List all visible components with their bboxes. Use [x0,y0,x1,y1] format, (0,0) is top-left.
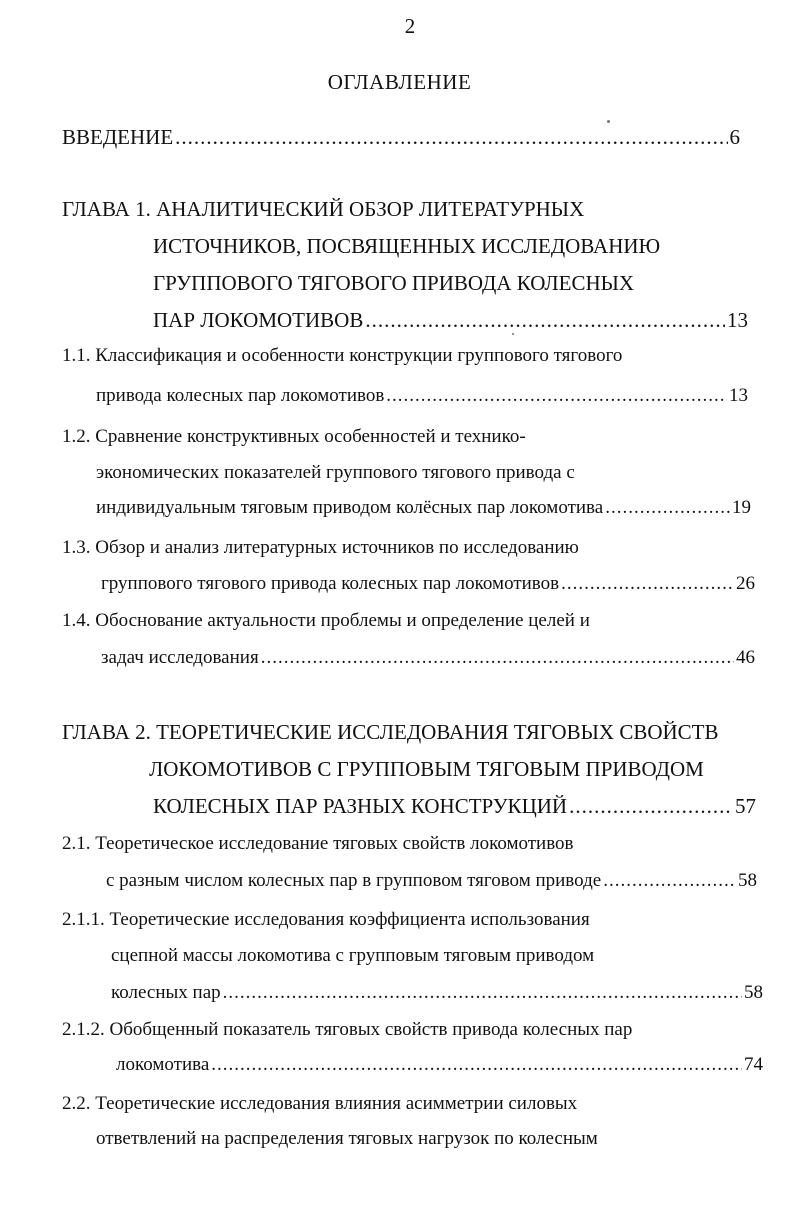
chapter1-heading-line2: ИСТОЧНИКОВ, ПОСВЯЩЕННЫХ ИССЛЕДОВАНИЮ [153,234,661,258]
section-2-1-1-line2: сцепной массы локомотива с групповым тяговым приводом [111,945,595,966]
toc-entry-chapter1[interactable] [153,308,748,333]
toc-entry-page: 13 [729,385,748,406]
dot-leader [386,385,727,407]
toc-entry-page: 13 [727,308,748,332]
section-2-2-line2: ответвлений на распределения тяговых нагрузок по колесным [96,1128,598,1149]
toc-entry-label: задач исследования [101,647,259,668]
toc-entry-label: ВВЕДЕНИЕ [62,125,174,149]
toc-title: ОГЛАВЛЕНИЕ [327,70,472,94]
toc-entry-label: ПАР ЛОКОМОТИВОВ [153,308,364,332]
toc-entry-2-1-2[interactable] [116,1054,763,1076]
section-2-1-1-line1: 2.1.1. Теоретические исследования коэффициента использования [62,909,590,930]
scan-speck [512,333,514,335]
dot-leader [175,125,727,150]
toc-entry-page: 26 [736,573,755,594]
dot-leader [561,573,734,595]
toc-entry-intro[interactable] [62,125,740,150]
chapter1-heading-line1: ГЛАВА 1. АНАЛИТИЧЕСКИЙ ОБЗОР ЛИТЕРАТУРНЫХ [62,197,585,221]
toc-entry-page: 46 [736,647,755,668]
toc-entry-label: КОЛЕСНЫХ ПАР РАЗНЫХ КОНСТРУКЦИЙ [153,794,568,818]
section-2-1-line1: 2.1. Теоретическое исследование тяговых свойств локомотивов [62,833,574,854]
section-1-2-line2: экономических показателей группового тягового привода с [96,462,575,483]
dot-leader [261,647,734,669]
toc-entry-label: индивидуальным тяговым приводом колёсных пар локомотива [96,497,604,518]
dot-leader [605,497,730,519]
chapter1-heading-line3: ГРУППОВОГО ТЯГОВОГО ПРИВОДА КОЛЕСНЫХ [153,271,635,295]
dot-leader [211,1054,742,1076]
toc-entry-1-1[interactable] [96,385,748,407]
section-2-2-line1: 2.2. Теоретические исследования влияния асимметрии силовых [62,1093,578,1114]
toc-entry-1-3[interactable] [101,573,755,595]
chapter2-heading-line1: ГЛАВА 2. ТЕОРЕТИЧЕСКИЕ ИССЛЕДОВАНИЯ ТЯГОВЫХ СВОЙСТВ [62,720,719,744]
section-1-3-line1: 1.3. Обзор и анализ литературных источников по исследованию [62,537,579,558]
toc-entry-label: группового тягового привода колесных пар локомотивов [101,573,560,594]
section-1-4-line1: 1.4. Обоснование актуальности проблемы и определение целей и [62,610,590,631]
toc-entry-chapter2[interactable] [153,794,756,819]
toc-entry-1-2[interactable] [96,497,751,519]
toc-entry-label: привода колесных пар локомотивов [96,385,385,406]
dot-leader [365,308,725,333]
toc-entry-page: 57 [735,794,756,818]
page-number: 2 [404,14,416,38]
dot-leader [223,982,742,1004]
toc-entry-label: с разным числом колесных пар в групповом тяговом приводе [106,870,602,891]
section-1-2-line1: 1.2. Сравнение конструктивных особенностей и технико- [62,426,526,447]
toc-entry-page: 6 [729,125,740,149]
toc-entry-label: колесных пар [111,982,221,1003]
toc-entry-label: локомотива [116,1054,210,1075]
toc-entry-1-4[interactable] [101,647,755,669]
toc-entry-2-1-1[interactable] [111,982,763,1004]
toc-entry-page: 74 [744,1054,763,1075]
toc-entry-page: 58 [738,870,757,891]
dot-leader [569,794,733,819]
section-2-1-2-line1: 2.1.2. Обобщенный показатель тяговых свойств привода колесных пар [62,1019,633,1040]
toc-entry-page: 19 [732,497,751,518]
scan-speck [607,120,610,123]
section-1-1-line1: 1.1. Классификация и особенности конструкции группового тягового [62,345,623,366]
toc-entry-page: 58 [744,982,763,1003]
chapter2-heading-line2: ЛОКОМОТИВОВ С ГРУППОВЫМ ТЯГОВЫМ ПРИВОДОМ [149,757,704,781]
dot-leader [603,870,736,892]
toc-entry-2-1[interactable] [106,870,757,892]
